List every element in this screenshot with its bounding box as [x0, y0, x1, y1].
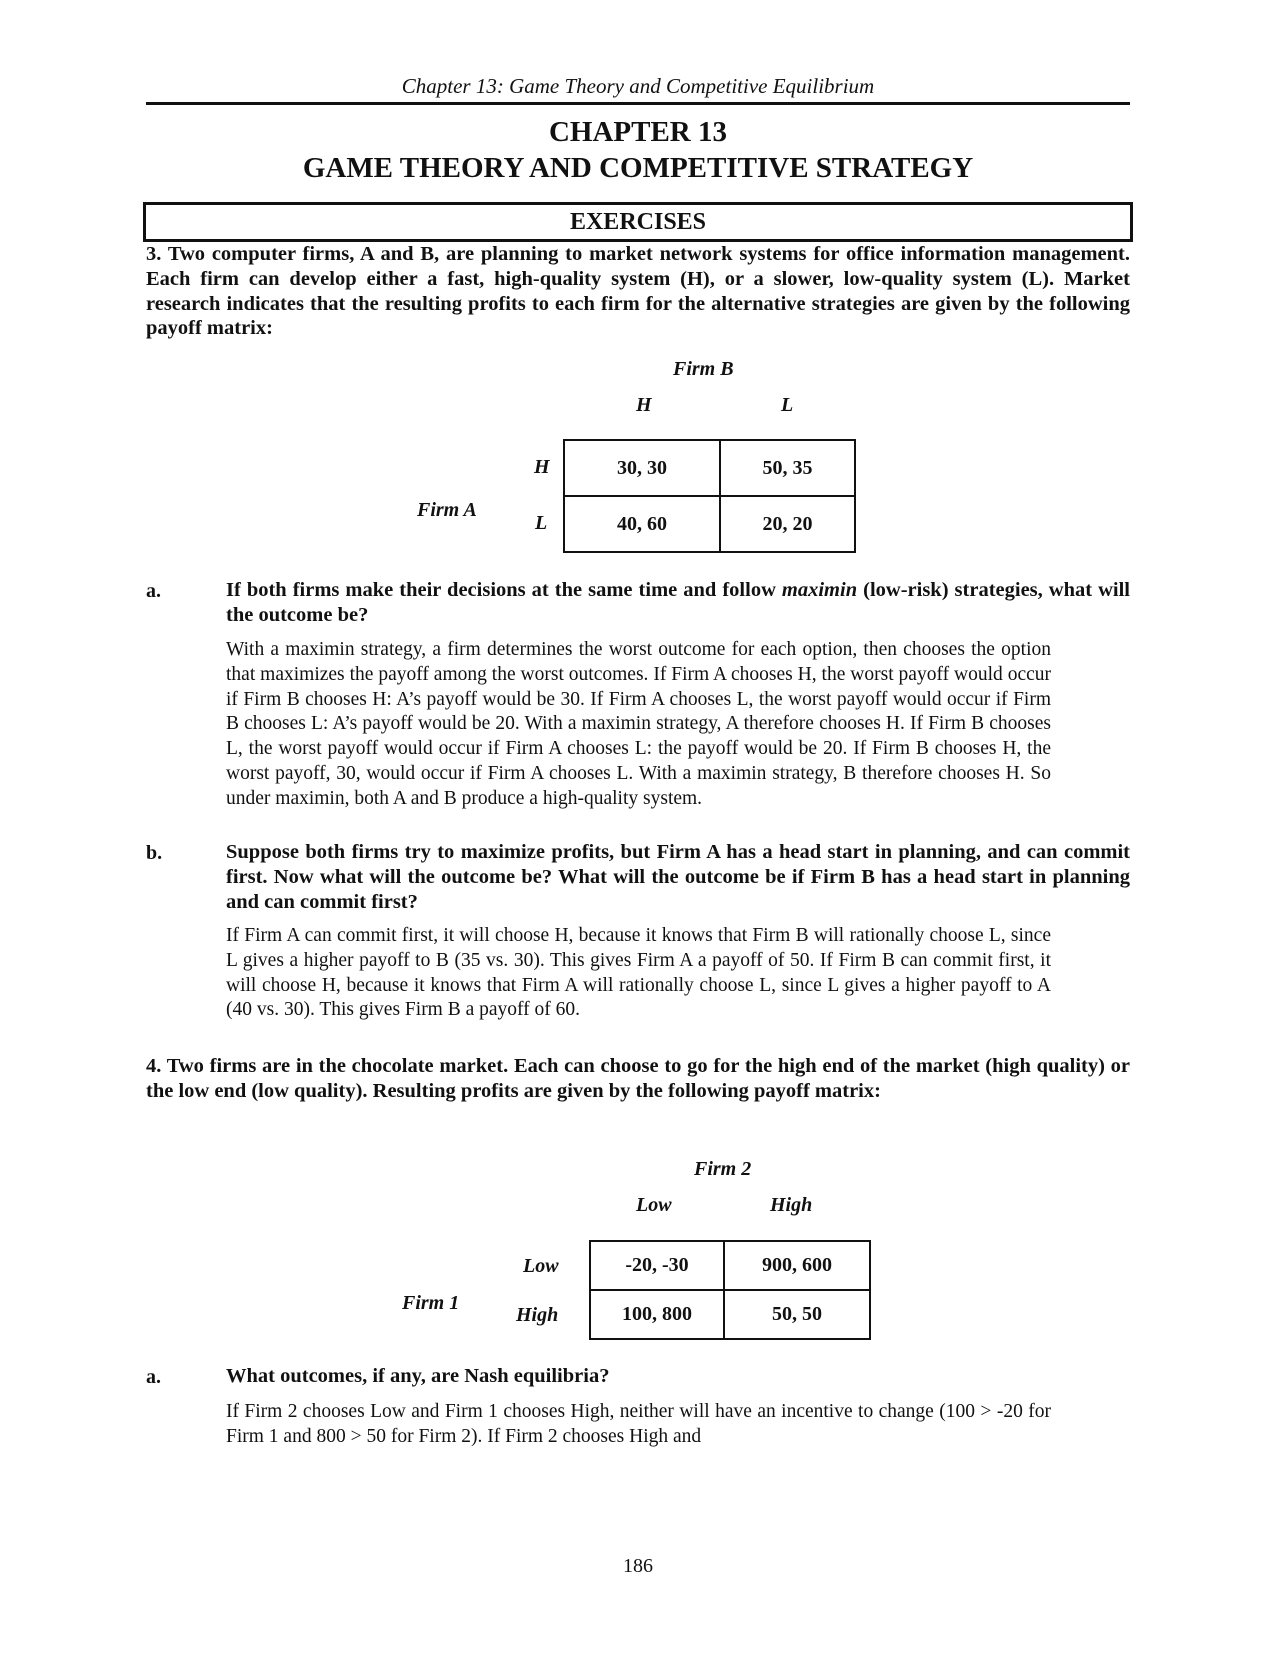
running-head: Chapter 13: Game Theory and Competitive Equilibrium: [401, 74, 875, 98]
payoff-cell: 100, 800: [590, 1290, 724, 1339]
section-label-box: [143, 202, 1133, 242]
exercise-3b-question: Suppose both firms try to maximize profits, but Firm A has a head start in planning, and can commit first. Now what will the outcome be? What will the outcome be if Firm B has a head start in planning and can commit first?: [226, 841, 1130, 913]
chapter-subtitle: GAME THEORY AND COMPETITIVE STRATEGY: [302, 152, 974, 184]
row-header: H: [534, 456, 550, 478]
header-rule: [146, 102, 1130, 105]
question-text: (low-risk) strategies, what will the outcome be?: [226, 579, 1130, 626]
column-header: H: [636, 394, 652, 416]
row-header: High: [516, 1304, 559, 1326]
payoff-cell: -20, -30: [590, 1241, 724, 1290]
payoff-cell: 50, 50: [724, 1290, 870, 1339]
column-player-label: Firm 2: [694, 1158, 752, 1180]
row-header: L: [535, 512, 548, 534]
exercise-3a-answer: With a maximin strategy, a firm determines the worst outcome for each option, then chooses the option that maximizes the payoff among the worst outcomes. If Firm A chooses H, the worst payoff would occur if Firm B chooses H: A’s payoff would be 30. If Firm A chooses L, the worst payoff would occur if Firm B chooses L: A’s payoff would be 20. With a maximin strategy, A therefore chooses H. If Firm B chooses L, the worst payoff would occur if Firm A chooses L: the payoff would be 20. If Firm B chooses H, the worst payoff, 30, would occur if Firm A chooses L. With a maximin strategy, B therefore chooses H. So under maximin, both A and B produce a high-quality system.: [226, 639, 1051, 809]
column-header: L: [781, 394, 794, 416]
column-header: High: [770, 1194, 813, 1216]
payoff-cell: 20, 20: [720, 496, 855, 552]
payoff-table: [563, 439, 856, 553]
row-player-label: Firm 1: [402, 1292, 460, 1314]
part-label: a.: [146, 580, 161, 602]
row-player-label: Firm A: [417, 499, 477, 521]
question-emphasis: maximin: [781, 579, 858, 601]
row-header: Low: [523, 1255, 559, 1277]
exercise-3-question: 3. Two computer firms, A and B, are planning to market network systems for office information management. Each firm can develop either a fast, high-quality system (H), or a slower, low-quality system (L). Market research indicates that the resulting profits to each firm for the alternative strategies are given by the following payoff matrix:: [146, 243, 1130, 340]
payoff-cell: 900, 600: [724, 1241, 870, 1290]
question-text: If both firms make their decisions at the same time and follow: [226, 579, 782, 601]
exercise-4a-question: What outcomes, if any, are Nash equilibria?: [226, 1365, 610, 1387]
exercise-4-question: 4. Two firms are in the chocolate market. Each can choose to go for the high end of the market (high quality) or the low end (low quality). Resulting profits are given by the following payoff matrix:: [146, 1055, 1130, 1102]
exercise-3a-question: [226, 578, 1130, 628]
exercise-4a-answer: If Firm 2 chooses Low and Firm 1 chooses High, neither will have an incentive to change (100 > -20 for Firm 1 and 800 > 50 for Firm 2). If Firm 2 chooses High and: [226, 1401, 1051, 1447]
column-header: Low: [636, 1194, 672, 1216]
column-player-label: Firm B: [673, 358, 734, 380]
payoff-cell: 30, 30: [564, 440, 720, 496]
page-number: 186: [623, 1555, 653, 1577]
exercise-3b-answer: If Firm A can commit first, it will choose H, because it knows that Firm B will rationally choose L, since L gives a higher payoff to B (35 vs. 30). This gives Firm A a payoff of 50. If Firm B can commit first, it will choose H, because it knows that Firm A will rationally choose L, since L gives a higher payoff to A (40 vs. 30). This gives Firm B a payoff of 60.: [226, 925, 1051, 1021]
payoff-cell: 50, 35: [720, 440, 855, 496]
chapter-title: CHAPTER 13: [548, 116, 728, 148]
payoff-cell: 40, 60: [564, 496, 720, 552]
part-label: a.: [146, 1366, 161, 1388]
payoff-table: [589, 1240, 871, 1340]
section-label: EXERCISES: [569, 209, 707, 235]
part-label: b.: [146, 842, 163, 864]
